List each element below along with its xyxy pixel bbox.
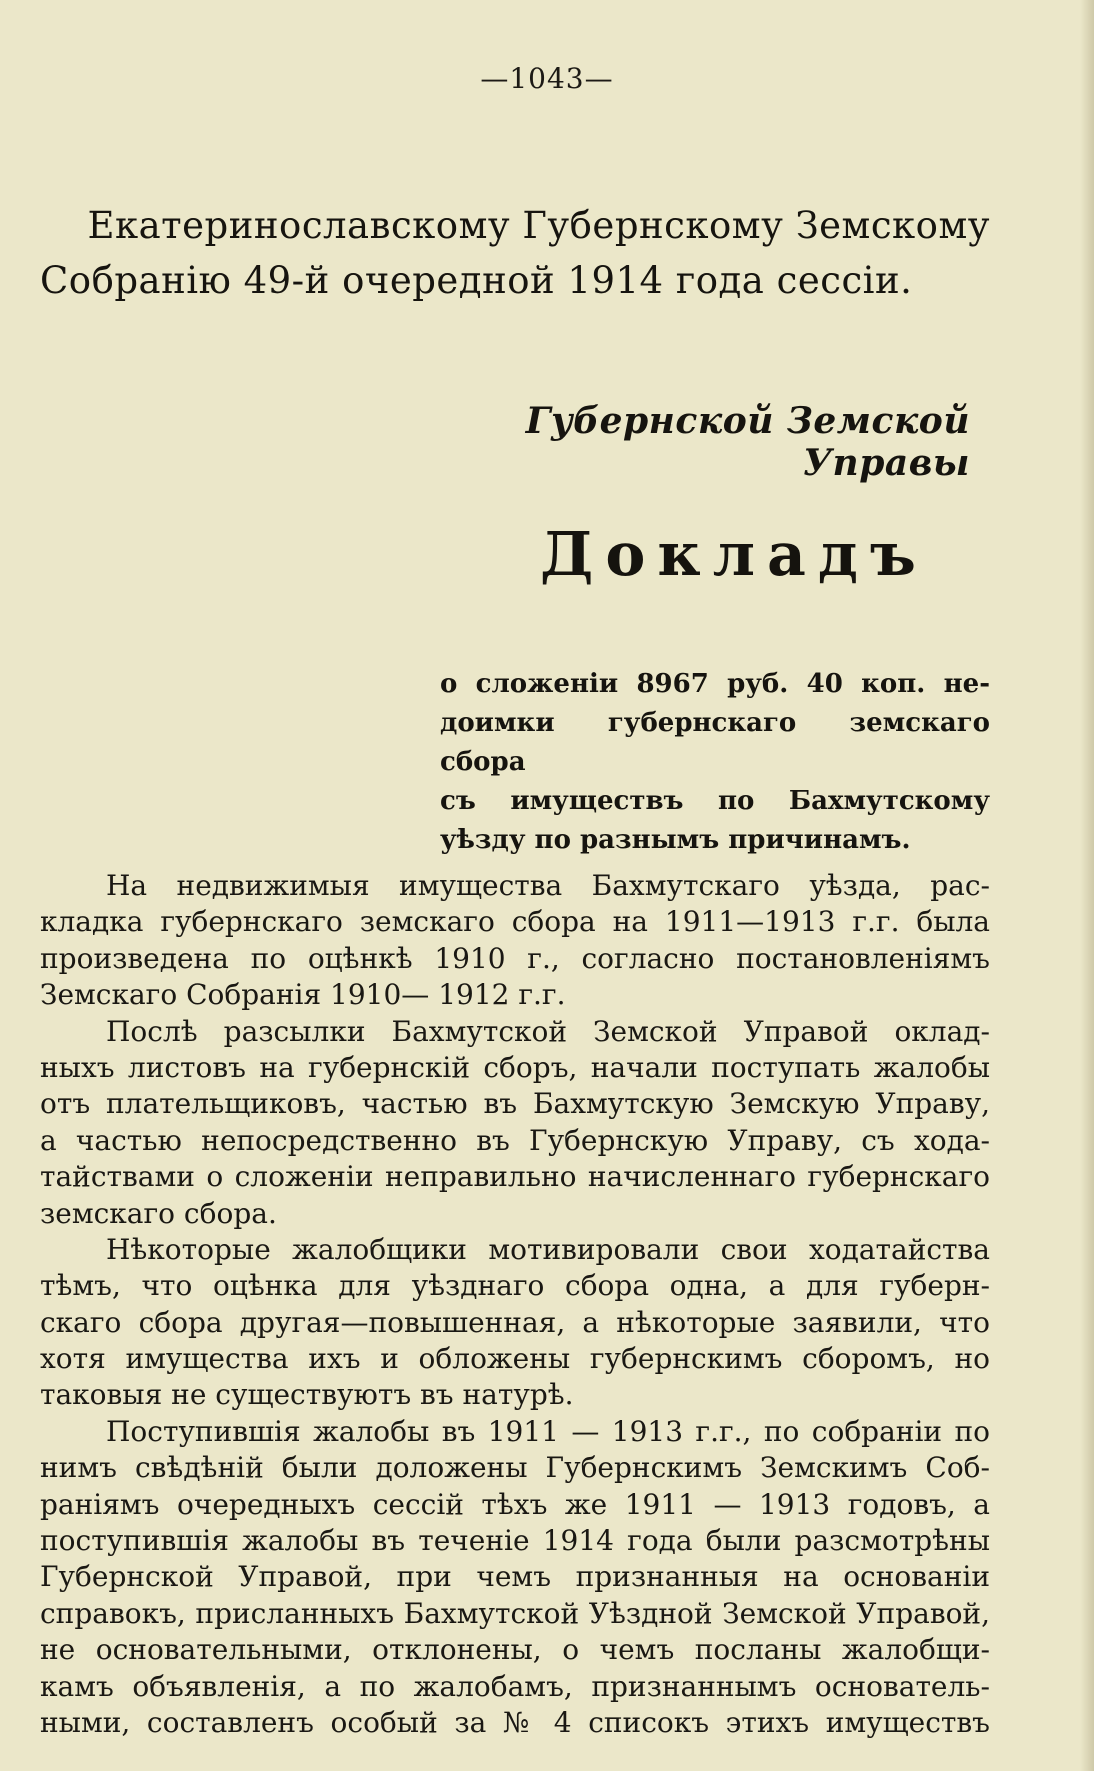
- body-line: Губернской Управой, при чемъ признанныя на основаніи: [40, 1560, 990, 1594]
- body-line: ными, составленъ особый за № 4 списокъ этихъ имуществъ: [40, 1705, 990, 1739]
- page-edge-shadow: [1080, 0, 1094, 1771]
- body-line: поступившія жалобы въ теченіе 1914 года были разсмотрѣны: [40, 1524, 990, 1558]
- body-line: земскаго сбора.: [40, 1196, 277, 1230]
- body-line: кладка губернскаго земскаго сбора на 1911—1913 г.г. была: [40, 905, 990, 939]
- subject-block: [440, 665, 990, 860]
- document-title: Докладъ: [540, 520, 928, 590]
- body-line: Нѣкоторые жалобщики мотивировали свои ходатайства: [106, 1232, 990, 1266]
- page-number: —1043—: [480, 62, 614, 95]
- subject-line: съ имуществъ по Бахмутскому: [440, 786, 990, 816]
- subject-line: о сложеніи 8967 руб. 40 коп. не-: [440, 669, 990, 699]
- subject-line: уѣзду по разнымъ причинамъ.: [440, 825, 911, 855]
- body-line: а частью непосредственно въ Губернскую Управу, съ хода-: [40, 1123, 990, 1157]
- body-line: справокъ, присланныхъ Бахмутской Уѣздной Земской Управой,: [40, 1596, 990, 1630]
- body-line: скаго сбора другая—повышенная, а нѣкоторые заявили, что: [40, 1305, 990, 1339]
- body-line: На недвижимыя имущества Бахмутскаго уѣзда, рас-: [106, 869, 990, 902]
- body-line: тѣмъ, что оцѣнка для уѣзднаго сбора одна, а для губерн-: [40, 1269, 990, 1303]
- body-line: таковыя не существуютъ въ натурѣ.: [40, 1378, 574, 1412]
- body-line: не основательными, отклонены, о чемъ посланы жалобщи-: [40, 1633, 990, 1667]
- addressee-heading: [40, 198, 990, 308]
- authority-line: Губернской Земской Управы: [525, 400, 970, 484]
- body-line: Поступившія жалобы въ 1911 — 1913 г.г., по собраніи по: [106, 1414, 990, 1448]
- body-line: нимъ свѣдѣній были доложены Губернскимъ Земскимъ Соб-: [40, 1451, 990, 1485]
- body-line: хотя имущества ихъ и обложены губернскимъ сборомъ, но: [40, 1342, 990, 1376]
- body-line: произведена по оцѣнкѣ 1910 г., согласно постановленіямъ: [40, 941, 990, 975]
- subject-line: доимки губернскаго земскаго сбора: [440, 708, 990, 777]
- body-line: ныхъ листовъ на губернскій сборъ, начали поступать жалобы: [40, 1050, 990, 1084]
- addressee-line-2: Собранію 49-й очередной 1914 года сессіи.: [40, 259, 913, 302]
- body-line: тайствами о сложеніи неправильно начисленнаго губернскаго: [40, 1160, 990, 1194]
- body-line: отъ плательщиковъ, частью въ Бахмутскую Земскую Управу,: [40, 1087, 990, 1121]
- body-line: камъ объявленія, а по жалобамъ, признаннымъ основатель-: [40, 1669, 990, 1703]
- body-line: Земскаго Собранія 1910— 1912 г.г.: [40, 978, 566, 1012]
- addressee-line-1: Екатеринославскому Губернскому Земскому: [87, 204, 990, 247]
- body-text: [40, 868, 990, 1741]
- body-line: раніямъ очередныхъ сессій тѣхъ же 1911 — 1913 годовъ, а: [40, 1487, 990, 1521]
- body-line: Послѣ разсылки Бахмутской Земской Управой оклад-: [106, 1014, 990, 1048]
